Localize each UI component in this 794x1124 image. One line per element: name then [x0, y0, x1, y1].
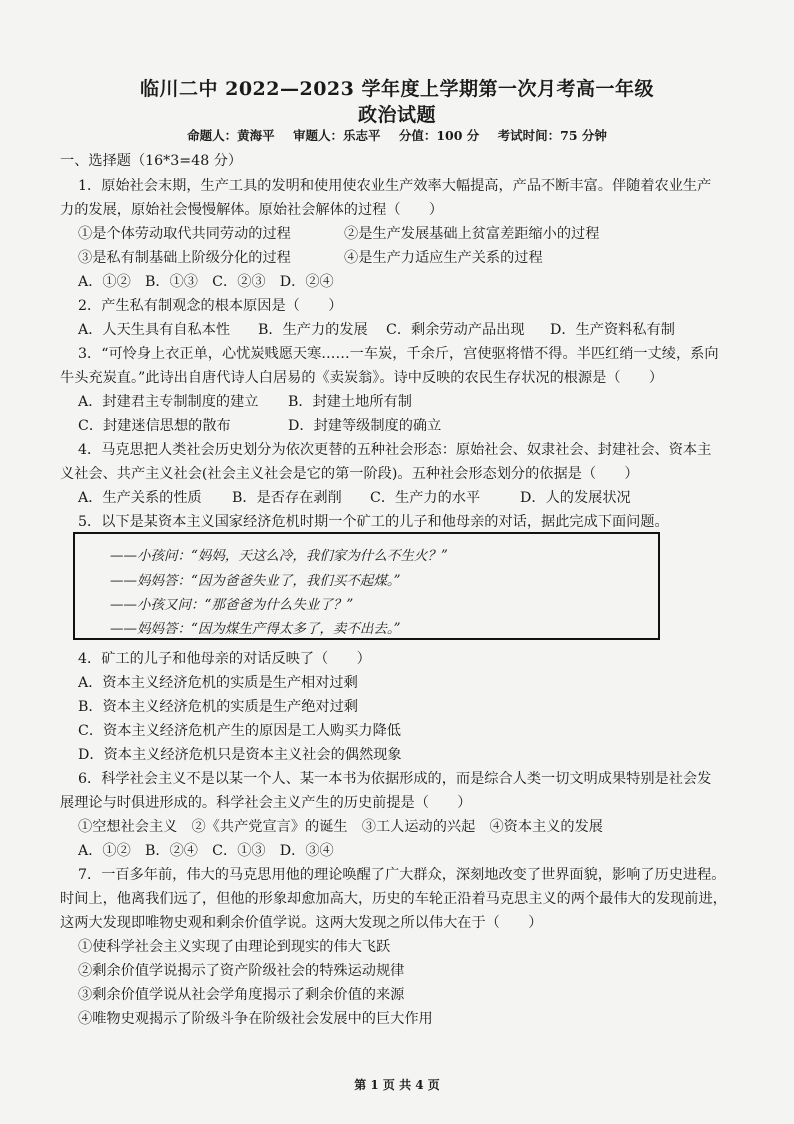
- dialog-line-4: ——妈妈答：“因为煤生产得太多了，卖不出去。”: [110, 621, 401, 637]
- q3-opt-a: A．封建君主专制制度的建立: [78, 394, 259, 410]
- q7-item-3: ③剩余价值学说从社会学角度揭示了剩余价值的来源: [78, 987, 405, 1003]
- exam-title: 临川二中 2022—2023 学年度上学期第一次月考高一年级: [140, 78, 654, 100]
- score: 分值：100 分: [398, 128, 480, 143]
- q1-item-4: ④是生产力适应生产关系的过程: [344, 250, 543, 266]
- q1-item-2: ②是生产发展基础上贫富差距缩小的过程: [344, 226, 600, 242]
- q3-opt-c: C．封建迷信思想的散布: [78, 418, 231, 434]
- q7-stem-3: 这两大发现即唯物史观和剩余价值学说。这两大发现之所以伟大在于（ ）: [60, 915, 543, 931]
- q7-item-4: ④唯物史观揭示了阶级斗争在阶级社会发展中的巨大作用: [78, 1011, 433, 1027]
- q5-opt-c: C．资本主义经济危机产生的原因是工人购买力降低: [78, 723, 401, 739]
- q4-stem-1: 4．马克思把人类社会历史划分为依次更替的五种社会形态：原始社会、奴隶社会、封建社会、资本主: [78, 442, 712, 458]
- q5-opt-b: B．资本主义经济危机的实质是生产绝对过剩: [78, 699, 358, 715]
- q3-opt-b: B．封建土地所有制: [288, 394, 412, 410]
- q2-opt-d: D．生产资料私有制: [550, 322, 675, 338]
- q6-items: ①空想社会主义 ②《共产党宣言》的诞生 ③工人运动的兴起 ④资本主义的发展: [78, 819, 603, 835]
- exam-meta: [0, 126, 794, 144]
- q6-options: A．①② B．②④ C．①③ D．③④: [78, 843, 334, 859]
- q7-stem-2: 时间上，他离我们远了，但他的形象却愈加高大，历史的车轮正沿着马克思主义的两个最伟大的发现前进，: [60, 891, 727, 907]
- q4-opt-a: A．生产关系的性质: [78, 490, 202, 506]
- q7-item-2: ②剩余价值学说揭示了资产阶级社会的特殊运动规律: [78, 963, 405, 979]
- dialog-line-3: ——小孩又问：“那爸爸为什么失业了？”: [110, 597, 354, 613]
- q4-opt-d: D．人的发展状况: [520, 490, 631, 506]
- q1-item-3: ③是私有制基础上阶级分化的过程: [78, 250, 291, 266]
- q2-opt-a: A．人天生具有自私本性: [78, 322, 231, 338]
- q4-opt-c: C．生产力的水平: [370, 490, 481, 506]
- q6-stem-2: 展理论与时俱进形成的。科学社会主义产生的历史前提是（ ）: [60, 795, 472, 811]
- q5-opt-a: A．资本主义经济危机的实质是生产相对过剩: [78, 675, 358, 691]
- dialog-line-1: ——小孩问：“妈妈，天这么冷，我们家为什么不生火？”: [110, 548, 448, 564]
- q5-intro: 5．以下是某资本主义国家经济危机时期一个矿工的儿子和他母亲的对话，据此完成下面问题。: [78, 514, 669, 530]
- page-footer: 第 1 页 共 4 页: [354, 1078, 440, 1092]
- q6-stem-1: 6．科学社会主义不是以某一个人、某一本书为依据形成的，而是综合人类一切文明成果特别是社会发: [78, 771, 712, 787]
- dialog-line-2: ——妈妈答：“因为爸爸失业了，我们买不起煤。”: [110, 573, 401, 589]
- q5-stem: 4．矿工的儿子和他母亲的对话反映了（ ）: [78, 651, 371, 667]
- q7-stem-1: 7．一百多年前，伟大的马克思用他的理论唤醒了广大群众，深刻地改变了世界面貌，影响了历史进程。: [78, 867, 726, 883]
- q3-stem-2: 牛头充炭直。”此诗出自唐代诗人白居易的《卖炭翁》。诗中反映的农民生存状况的根源是（ ）: [60, 370, 664, 386]
- q3-stem-1: 3．“可怜身上衣正单，心忧炭贱愿天寒……一车炭，千余斤，宫使驱将惜不得。半匹红绡一丈绫，系向: [78, 346, 719, 362]
- q4-opt-b: B．是否存在剥削: [232, 490, 342, 506]
- section-heading: 一、选择题（16*3=48 分）: [60, 153, 243, 169]
- q7-item-1: ①使科学社会主义实现了由理论到现实的伟大飞跃: [78, 939, 391, 955]
- q1-stem-2: 力的发展，原始社会慢慢解体。原始社会解体的过程（ ）: [60, 202, 444, 218]
- q4-stem-2: 义社会、共产主义社会(社会主义社会是它的第一阶段)。五种社会形态划分的依据是（ ）: [60, 466, 639, 482]
- q1-options: A．①② B．①③ C．②③ D．②④: [78, 274, 334, 290]
- q2-opt-c: C．剩余劳动产品出现: [386, 322, 525, 338]
- author: 命题人：黄海平: [187, 128, 275, 143]
- reviewer: 审题人：乐志平: [292, 128, 381, 143]
- q5-opt-d: D．资本主义经济危机只是资本主义社会的偶然现象: [78, 747, 402, 763]
- exam-subject: 政治试题: [357, 104, 436, 126]
- q1-stem-1: 1．原始社会末期，生产工具的发明和使用使农业生产效率大幅提高，产品不断丰富。伴随着农业生产: [78, 178, 712, 194]
- time: 考试时间：75 分钟: [497, 128, 607, 143]
- q2-stem: 2．产生私有制观念的根本原因是（ ）: [78, 298, 343, 314]
- q3-opt-d: D．封建等级制度的确立: [288, 418, 442, 434]
- q2-opt-b: B．生产力的发展: [258, 322, 368, 338]
- q1-item-1: ①是个体劳动取代共同劳动的过程: [78, 226, 291, 242]
